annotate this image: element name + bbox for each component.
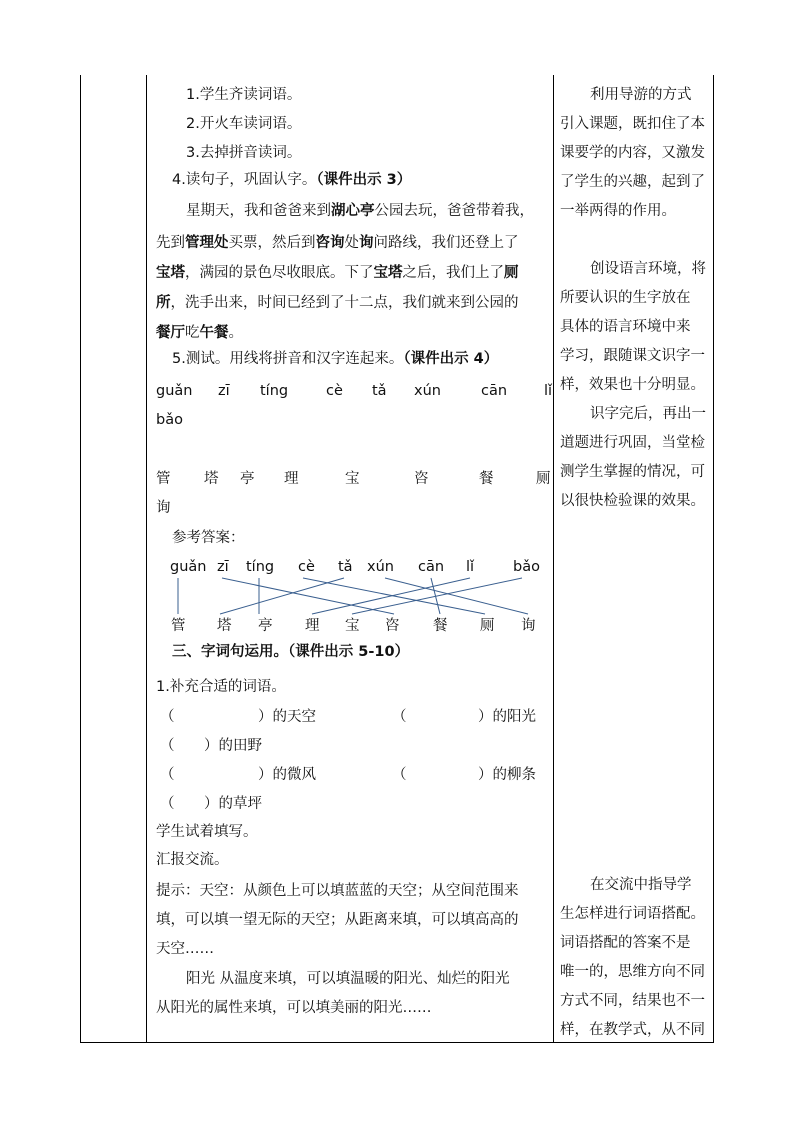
fill-blank: （ bbox=[160, 767, 175, 783]
note-line: 测学生掌握的情况，可 bbox=[560, 464, 705, 480]
list-item: 1.学生齐读词语。 bbox=[186, 87, 302, 103]
list-item: 2.开火车读词语。 bbox=[186, 116, 302, 132]
text: 公园去玩，爸爸带着我， bbox=[374, 203, 534, 219]
answer-pinyin: guǎn bbox=[170, 559, 207, 575]
note-line: 所要认识的生字放在 bbox=[560, 290, 691, 306]
note-line: 一举两得的作用。 bbox=[560, 203, 676, 219]
quiz-hanzi: 餐 bbox=[479, 471, 494, 487]
paragraph-line bbox=[156, 264, 519, 282]
quiz-pinyin: tíng bbox=[260, 383, 289, 399]
text: 之后，我们上了 bbox=[402, 265, 504, 281]
keyword: 厕 bbox=[504, 265, 519, 281]
answer-hanzi: 理 bbox=[305, 618, 320, 634]
quiz-pinyin: bǎo bbox=[156, 412, 183, 428]
keyword: 宝塔 bbox=[156, 265, 185, 281]
keyword: 询 bbox=[359, 235, 374, 251]
fill-word: ）的草坪 bbox=[204, 796, 262, 812]
answer-pinyin: tíng bbox=[246, 559, 275, 575]
report: 汇报交流。 bbox=[156, 852, 229, 868]
note-line: 在交流中指导学 bbox=[590, 877, 692, 893]
quiz-pinyin: guǎn bbox=[156, 383, 193, 399]
text: ，洗手出来，时间已经到了十二点，我们就来到公园的 bbox=[170, 295, 519, 311]
table-divider-left bbox=[146, 75, 147, 1043]
quiz-pinyin: lǐ bbox=[544, 383, 553, 399]
keyword: 湖心亭 bbox=[331, 203, 375, 219]
item5-text: 5.测试。用线将拼音和汉字连起来。 bbox=[172, 351, 404, 367]
item4 bbox=[172, 171, 411, 189]
quiz-hanzi: 宝 bbox=[345, 471, 360, 487]
fill-word: ）的田野 bbox=[204, 738, 262, 754]
quiz-pinyin: xún bbox=[414, 383, 441, 399]
section-3-title: 三、字词句运用。（课件出示 5-10） bbox=[172, 644, 410, 660]
answer-hanzi: 厕 bbox=[480, 618, 495, 634]
answer-pinyin: cān bbox=[418, 559, 445, 575]
quiz-pinyin: zī bbox=[218, 383, 230, 399]
text: 星期天，我和爸爸来到 bbox=[186, 203, 331, 219]
note-line: 具体的语言环境中来 bbox=[560, 319, 691, 335]
paragraph-line bbox=[156, 324, 243, 342]
quiz-hanzi: 亭 bbox=[240, 471, 255, 487]
note-line: 样，在教学式，从不同 bbox=[560, 1022, 705, 1038]
note-line: 识字完后，再出一 bbox=[590, 406, 706, 422]
text: 吃 bbox=[185, 325, 200, 341]
answer-hanzi: 宝 bbox=[345, 618, 360, 634]
fill-word: ）的微风 bbox=[258, 767, 316, 783]
quiz-hanzi: 厕 bbox=[536, 471, 551, 487]
try-fill: 学生试着填写。 bbox=[156, 824, 258, 840]
text: 。 bbox=[228, 325, 243, 341]
text: 处 bbox=[344, 235, 359, 251]
note-line: 引入课题，既扣住了本 bbox=[560, 116, 705, 132]
keyword: 所 bbox=[156, 295, 171, 311]
fill-word: ）的阳光 bbox=[478, 709, 536, 725]
sun-line: 阳光 从温度来填，可以填温暖的阳光、灿烂的阳光 bbox=[186, 971, 510, 987]
fill-blank: （ bbox=[392, 767, 407, 783]
quiz-hanzi: 管 bbox=[156, 471, 171, 487]
text: ，满园的景色尽收眼底。下了 bbox=[185, 265, 374, 281]
note-line: 词语搭配的答案不是 bbox=[560, 935, 691, 951]
keyword: 咨询 bbox=[315, 235, 345, 251]
answer-hanzi: 餐 bbox=[433, 618, 448, 634]
note-line: 生怎样进行词语搭配。 bbox=[560, 906, 705, 922]
item4-bold: （课件出示 3） bbox=[316, 172, 412, 188]
answer-pinyin: tǎ bbox=[338, 559, 353, 575]
paragraph-line bbox=[156, 234, 519, 252]
note-line: 学习，跟随课文识字一 bbox=[560, 348, 705, 364]
keyword: 午餐 bbox=[199, 325, 229, 341]
answer-pinyin: lǐ bbox=[466, 559, 475, 575]
fill-word: ）的天空 bbox=[258, 709, 316, 725]
text: 问路线，我们还登上了 bbox=[373, 235, 519, 251]
note-line: 利用导游的方式 bbox=[590, 87, 692, 103]
quiz-pinyin: tǎ bbox=[372, 383, 387, 399]
list-item: 3.去掉拼音读词。 bbox=[186, 145, 302, 161]
hint-line: 填，可以填一望无际的天空；从距离来填，可以填高高的 bbox=[156, 912, 519, 928]
answer-hanzi: 亭 bbox=[258, 618, 273, 634]
fill-word: ）的柳条 bbox=[478, 767, 536, 783]
item5-bold: （课件出示 4） bbox=[403, 351, 499, 367]
quiz-hanzi: 咨 bbox=[414, 471, 429, 487]
note-line: 方式不同，结果也不一 bbox=[560, 993, 705, 1009]
answer-pinyin: zī bbox=[217, 559, 229, 575]
answer-hanzi: 咨 bbox=[385, 618, 400, 634]
note-line: 创设语言环境，将 bbox=[590, 261, 706, 277]
text: 买票，然后到 bbox=[228, 235, 316, 251]
quiz-pinyin: cān bbox=[481, 383, 508, 399]
paragraph-line bbox=[156, 294, 519, 312]
quiz-hanzi: 理 bbox=[284, 471, 299, 487]
quiz-hanzi: 询 bbox=[156, 500, 171, 516]
hint-line: 提示：天空：从颜色上可以填蓝蓝的天空；从空间范围来 bbox=[156, 883, 519, 899]
note-line: 唯一的，思维方向不同 bbox=[560, 964, 705, 980]
note-line: 道题进行巩固，当堂检 bbox=[560, 435, 705, 451]
item4-text: 4.读句子，巩固认字。 bbox=[172, 172, 317, 188]
note-line: 以很快检验课的效果。 bbox=[560, 493, 705, 509]
quiz-hanzi: 塔 bbox=[204, 471, 219, 487]
item5 bbox=[172, 350, 498, 368]
keyword: 餐厅 bbox=[156, 325, 185, 341]
answer-hanzi: 塔 bbox=[217, 618, 232, 634]
note-line: 样，效果也十分明显。 bbox=[560, 377, 705, 393]
fill-blank: （ bbox=[160, 738, 175, 754]
table-divider-right bbox=[553, 75, 554, 1043]
answer-pinyin: xún bbox=[367, 559, 394, 575]
sun-line: 从阳光的属性来填，可以填美丽的阳光…… bbox=[156, 1000, 432, 1016]
keyword: 管理处 bbox=[185, 235, 229, 251]
fill-title: 1.补充合适的词语。 bbox=[156, 679, 286, 695]
answer-pinyin: bǎo bbox=[513, 559, 540, 575]
fill-blank: （ bbox=[392, 709, 407, 725]
quiz-pinyin: cè bbox=[326, 383, 343, 399]
hint-line: 天空…… bbox=[156, 941, 214, 957]
paragraph-line bbox=[186, 202, 534, 220]
answer-pinyin: cè bbox=[298, 559, 315, 575]
note-line: 了学生的兴趣，起到了 bbox=[560, 174, 705, 190]
answer-hanzi: 管 bbox=[171, 618, 186, 634]
text: 先到 bbox=[156, 235, 185, 251]
keyword: 宝塔 bbox=[373, 265, 403, 281]
fill-blank: （ bbox=[160, 796, 175, 812]
note-line: 课要学的内容，又激发 bbox=[560, 145, 705, 161]
fill-blank: （ bbox=[160, 709, 175, 725]
answer-label: 参考答案： bbox=[172, 530, 245, 546]
answer-hanzi: 询 bbox=[521, 618, 536, 634]
